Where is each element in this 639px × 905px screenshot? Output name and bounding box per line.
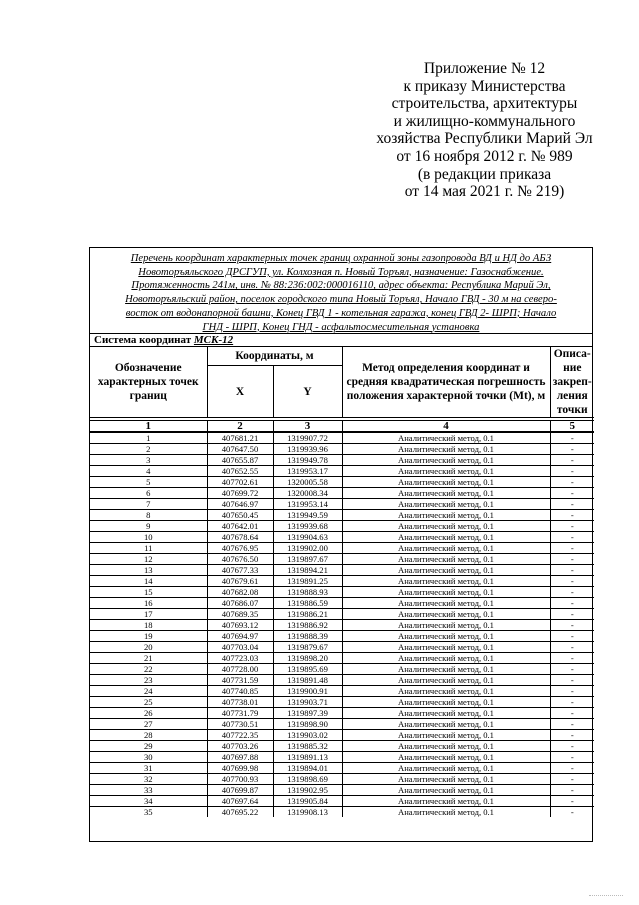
table-row [90, 477, 594, 488]
method-cell: Аналитический метод, 0.1 [342, 697, 550, 708]
y-coordinate-cell: 1319894.01 [273, 763, 342, 774]
point-number-cell: 20 [90, 642, 207, 653]
column-number: 2 [207, 421, 273, 432]
table-row [90, 521, 594, 532]
x-coordinate-cell: 407702.61 [207, 477, 273, 488]
method-cell: Аналитический метод, 0.1 [342, 774, 550, 785]
y-coordinate-cell: 1319900.91 [273, 686, 342, 697]
table-row [90, 532, 594, 543]
x-coordinate-cell: 407681.21 [207, 433, 273, 444]
table-row [90, 631, 594, 642]
point-number-cell: 35 [90, 807, 207, 818]
point-number-cell: 34 [90, 796, 207, 807]
header-x: X [207, 366, 273, 418]
method-cell: Аналитический метод, 0.1 [342, 708, 550, 719]
method-cell: Аналитический метод, 0.1 [342, 455, 550, 466]
method-cell: Аналитический метод, 0.1 [342, 741, 550, 752]
method-cell: Аналитический метод, 0.1 [342, 587, 550, 598]
table-row [90, 466, 594, 477]
header-line: строительства, архитектуры [391, 95, 578, 113]
y-coordinate-cell: 1319905.84 [273, 796, 342, 807]
table-row [90, 510, 594, 521]
y-coordinate-cell: 1319879.67 [273, 642, 342, 653]
description-cell: - [550, 807, 594, 818]
point-number-cell: 14 [90, 576, 207, 587]
table-row [90, 664, 594, 675]
x-coordinate-cell: 407728.00 [207, 664, 273, 675]
x-coordinate-cell: 407703.04 [207, 642, 273, 653]
table-row [90, 675, 594, 686]
x-coordinate-cell: 407652.55 [207, 466, 273, 477]
x-coordinate-cell: 407730.51 [207, 719, 273, 730]
method-cell: Аналитический метод, 0.1 [342, 620, 550, 631]
coordinate-system-label: Система координат [94, 334, 192, 346]
y-coordinate-cell: 1319886.59 [273, 598, 342, 609]
y-coordinate-cell: 1319953.14 [273, 499, 342, 510]
x-coordinate-cell: 407689.35 [207, 609, 273, 620]
table-row [90, 763, 594, 774]
table-row [90, 774, 594, 785]
description-cell: - [550, 598, 594, 609]
method-cell: Аналитический метод, 0.1 [342, 466, 550, 477]
description-cell: - [550, 653, 594, 664]
point-number-cell: 24 [90, 686, 207, 697]
point-number-cell: 3 [90, 455, 207, 466]
point-number-cell: 10 [90, 532, 207, 543]
column-number: 3 [273, 421, 342, 432]
description-cell: - [550, 752, 594, 763]
point-number-cell: 33 [90, 785, 207, 796]
description-cell: - [550, 620, 594, 631]
point-number-cell: 25 [90, 697, 207, 708]
header-line: от 14 мая 2021 г. № 219) [404, 183, 565, 201]
table-row [90, 576, 594, 587]
table-row [90, 686, 594, 697]
column-number: 4 [342, 421, 550, 432]
point-number-cell: 23 [90, 675, 207, 686]
coordinate-system-row [90, 334, 592, 347]
point-number-cell: 1 [90, 433, 207, 444]
method-cell: Аналитический метод, 0.1 [342, 598, 550, 609]
x-coordinate-cell: 407686.07 [207, 598, 273, 609]
x-coordinate-cell: 407694.97 [207, 631, 273, 642]
method-cell: Аналитический метод, 0.1 [342, 477, 550, 488]
title-line: Новоторъяльский район, поселок городского типа Новый Торъял, Начало ГВД - 30 м на северо- [125, 294, 557, 306]
point-number-cell: 5 [90, 477, 207, 488]
x-coordinate-cell: 407655.87 [207, 455, 273, 466]
method-cell: Аналитический метод, 0.1 [342, 488, 550, 499]
x-coordinate-cell: 407700.93 [207, 774, 273, 785]
x-coordinate-cell: 407699.98 [207, 763, 273, 774]
y-coordinate-cell: 1319885.32 [273, 741, 342, 752]
method-cell: Аналитический метод, 0.1 [342, 576, 550, 587]
title-line: Протяженность 241м, инв. № 88:236:002:000016110, адрес объекта: Республика Марий Эл, [131, 280, 551, 292]
column-number: 1 [90, 421, 207, 432]
point-number-cell: 31 [90, 763, 207, 774]
method-cell: Аналитический метод, 0.1 [342, 499, 550, 510]
x-coordinate-cell: 407699.87 [207, 785, 273, 796]
point-number-cell: 17 [90, 609, 207, 620]
y-coordinate-cell: 1319897.67 [273, 554, 342, 565]
y-coordinate-cell: 1319895.69 [273, 664, 342, 675]
y-coordinate-cell: 1319891.25 [273, 576, 342, 587]
y-coordinate-cell: 1319949.78 [273, 455, 342, 466]
point-number-cell: 13 [90, 565, 207, 576]
description-cell: - [550, 730, 594, 741]
x-coordinate-cell: 407697.88 [207, 752, 273, 763]
description-cell: - [550, 664, 594, 675]
description-cell: - [550, 719, 594, 730]
table-row [90, 642, 594, 653]
description-cell: - [550, 686, 594, 697]
description-cell: - [550, 708, 594, 719]
table-row [90, 554, 594, 565]
description-cell: - [550, 642, 594, 653]
method-cell: Аналитический метод, 0.1 [342, 752, 550, 763]
description-cell: - [550, 609, 594, 620]
x-coordinate-cell: 407642.01 [207, 521, 273, 532]
table-row [90, 488, 594, 499]
point-number-cell: 8 [90, 510, 207, 521]
coordinates-table [89, 247, 593, 842]
method-cell: Аналитический метод, 0.1 [342, 719, 550, 730]
header-line: хозяйства Республики Марий Эл [376, 130, 593, 148]
y-coordinate-cell: 1319953.17 [273, 466, 342, 477]
y-coordinate-cell: 1320005.58 [273, 477, 342, 488]
description-cell: - [550, 477, 594, 488]
description-cell: - [550, 697, 594, 708]
table-row [90, 653, 594, 664]
header-line: к приказу Министерства [403, 77, 566, 95]
header-y: Y [273, 366, 342, 418]
table-row [90, 455, 594, 466]
description-cell: - [550, 565, 594, 576]
point-number-cell: 19 [90, 631, 207, 642]
description-cell: - [550, 444, 594, 455]
y-coordinate-cell: 1319898.20 [273, 653, 342, 664]
table-row [90, 620, 594, 631]
x-coordinate-cell: 407678.64 [207, 532, 273, 543]
method-cell: Аналитический метод, 0.1 [342, 565, 550, 576]
method-cell: Аналитический метод, 0.1 [342, 521, 550, 532]
description-cell: - [550, 675, 594, 686]
method-cell: Аналитический метод, 0.1 [342, 631, 550, 642]
method-cell: Аналитический метод, 0.1 [342, 609, 550, 620]
method-cell: Аналитический метод, 0.1 [342, 785, 550, 796]
method-cell: Аналитический метод, 0.1 [342, 796, 550, 807]
x-coordinate-cell: 407740.85 [207, 686, 273, 697]
method-cell: Аналитический метод, 0.1 [342, 444, 550, 455]
method-cell: Аналитический метод, 0.1 [342, 763, 550, 774]
appendix-header [362, 60, 607, 201]
coordinate-system-value: МСК-12 [193, 334, 234, 346]
table-row [90, 752, 594, 763]
point-number-cell: 18 [90, 620, 207, 631]
x-coordinate-cell: 407699.72 [207, 488, 273, 499]
table-row [90, 598, 594, 609]
y-coordinate-cell: 1319939.68 [273, 521, 342, 532]
title-line: Перечень координат характерных точек границ охранной зоны газопровода ВД и НД до АБЗ [130, 253, 552, 264]
description-cell: - [550, 796, 594, 807]
x-coordinate-cell: 407697.64 [207, 796, 273, 807]
x-coordinate-cell: 407723.03 [207, 653, 273, 664]
description-cell: - [550, 587, 594, 598]
description-cell: - [550, 785, 594, 796]
point-number-cell: 21 [90, 653, 207, 664]
table-body [90, 432, 594, 817]
description-cell: - [550, 774, 594, 785]
description-cell: - [550, 521, 594, 532]
table-row [90, 785, 594, 796]
point-number-cell: 9 [90, 521, 207, 532]
method-cell: Аналитический метод, 0.1 [342, 653, 550, 664]
y-coordinate-cell: 1319894.21 [273, 565, 342, 576]
point-number-cell: 27 [90, 719, 207, 730]
page-edge-marker [589, 895, 623, 901]
x-coordinate-cell: 407693.12 [207, 620, 273, 631]
column-headers [90, 347, 594, 418]
y-coordinate-cell: 1319908.13 [273, 807, 342, 818]
description-cell: - [550, 576, 594, 587]
description-cell: - [550, 741, 594, 752]
description-cell: - [550, 466, 594, 477]
x-coordinate-cell: 407731.59 [207, 675, 273, 686]
header-line: Приложение № 12 [423, 60, 546, 77]
column-number: 5 [550, 421, 594, 432]
point-number-cell: 16 [90, 598, 207, 609]
header-line: (в редакции приказа [417, 165, 552, 183]
description-cell: - [550, 532, 594, 543]
x-coordinate-cell: 407677.33 [207, 565, 273, 576]
y-coordinate-cell: 1319903.02 [273, 730, 342, 741]
description-cell: - [550, 488, 594, 499]
x-coordinate-cell: 407676.95 [207, 543, 273, 554]
y-coordinate-cell: 1319902.00 [273, 543, 342, 554]
x-coordinate-cell: 407676.50 [207, 554, 273, 565]
point-number-cell: 29 [90, 741, 207, 752]
table-row [90, 444, 594, 455]
header-description: Описа-ние закреп-ления точки [550, 347, 594, 418]
table-row [90, 433, 594, 444]
description-cell: - [550, 455, 594, 466]
title-line: восток от водонапорной башни, Конец ГВД 1 - котельная гаража, конец ГВД 2- ШРП; Начало [125, 307, 557, 319]
point-number-cell: 4 [90, 466, 207, 477]
header-method: Метод определения координат и средняя квадратическая погрешность положения характерной точки (Mt), м [342, 347, 550, 418]
y-coordinate-cell: 1319888.93 [273, 587, 342, 598]
table-row [90, 543, 594, 554]
title-line: ГНД - ШРП, Конец ГНД - асфальтосмесительная установка [202, 321, 480, 333]
header-line: от 16 ноября 2012 г. № 989 [396, 147, 573, 165]
point-number-cell: 2 [90, 444, 207, 455]
header-designation: Обозначение характерных точек границ [90, 347, 207, 418]
method-cell: Аналитический метод, 0.1 [342, 510, 550, 521]
point-number-cell: 22 [90, 664, 207, 675]
point-number-cell: 32 [90, 774, 207, 785]
x-coordinate-cell: 407650.45 [207, 510, 273, 521]
table-row [90, 499, 594, 510]
y-coordinate-cell: 1319898.69 [273, 774, 342, 785]
table-title [90, 248, 592, 334]
y-coordinate-cell: 1319949.59 [273, 510, 342, 521]
description-cell: - [550, 433, 594, 444]
x-coordinate-cell: 407682.08 [207, 587, 273, 598]
x-coordinate-cell: 407679.61 [207, 576, 273, 587]
point-number-cell: 26 [90, 708, 207, 719]
table-row [90, 796, 594, 807]
point-number-cell: 30 [90, 752, 207, 763]
method-cell: Аналитический метод, 0.1 [342, 686, 550, 697]
description-cell: - [550, 499, 594, 510]
table-row [90, 741, 594, 752]
column-numbers [90, 420, 594, 432]
y-coordinate-cell: 1319939.96 [273, 444, 342, 455]
method-cell: Аналитический метод, 0.1 [342, 642, 550, 653]
x-coordinate-cell: 407738.01 [207, 697, 273, 708]
table-row [90, 565, 594, 576]
x-coordinate-cell: 407703.26 [207, 741, 273, 752]
method-cell: Аналитический метод, 0.1 [342, 532, 550, 543]
title-line: Новоторъяльского ДРСГУП, ул. Колхозная п. Новый Торъял, назначение: Газоснабжение. [138, 266, 544, 278]
x-coordinate-cell: 407695.22 [207, 807, 273, 818]
y-coordinate-cell: 1319891.48 [273, 675, 342, 686]
y-coordinate-cell: 1319903.71 [273, 697, 342, 708]
x-coordinate-cell: 407647.50 [207, 444, 273, 455]
x-coordinate-cell: 407731.79 [207, 708, 273, 719]
method-cell: Аналитический метод, 0.1 [342, 554, 550, 565]
method-cell: Аналитический метод, 0.1 [342, 730, 550, 741]
y-coordinate-cell: 1319891.13 [273, 752, 342, 763]
method-cell: Аналитический метод, 0.1 [342, 433, 550, 444]
y-coordinate-cell: 1319904.63 [273, 532, 342, 543]
y-coordinate-cell: 1319888.39 [273, 631, 342, 642]
header-line: и жилищно-коммунального [393, 112, 576, 130]
y-coordinate-cell: 1319898.90 [273, 719, 342, 730]
y-coordinate-cell: 1319902.95 [273, 785, 342, 796]
description-cell: - [550, 631, 594, 642]
description-cell: - [550, 554, 594, 565]
point-number-cell: 7 [90, 499, 207, 510]
table-row [90, 587, 594, 598]
table-row [90, 807, 594, 818]
point-number-cell: 11 [90, 543, 207, 554]
y-coordinate-cell: 1319886.21 [273, 609, 342, 620]
y-coordinate-cell: 1319886.92 [273, 620, 342, 631]
table-row [90, 697, 594, 708]
point-number-cell: 12 [90, 554, 207, 565]
y-coordinate-cell: 1320008.34 [273, 488, 342, 499]
y-coordinate-cell: 1319907.72 [273, 433, 342, 444]
point-number-cell: 28 [90, 730, 207, 741]
x-coordinate-cell: 407646.97 [207, 499, 273, 510]
table-row [90, 719, 594, 730]
description-cell: - [550, 763, 594, 774]
method-cell: Аналитический метод, 0.1 [342, 664, 550, 675]
description-cell: - [550, 510, 594, 521]
table-row [90, 730, 594, 741]
method-cell: Аналитический метод, 0.1 [342, 543, 550, 554]
header-coordinates: Координаты, м [207, 347, 342, 366]
y-coordinate-cell: 1319897.39 [273, 708, 342, 719]
description-cell: - [550, 543, 594, 554]
x-coordinate-cell: 407722.35 [207, 730, 273, 741]
table-row [90, 708, 594, 719]
method-cell: Аналитический метод, 0.1 [342, 807, 550, 818]
point-number-cell: 6 [90, 488, 207, 499]
method-cell: Аналитический метод, 0.1 [342, 675, 550, 686]
table-row [90, 609, 594, 620]
point-number-cell: 15 [90, 587, 207, 598]
